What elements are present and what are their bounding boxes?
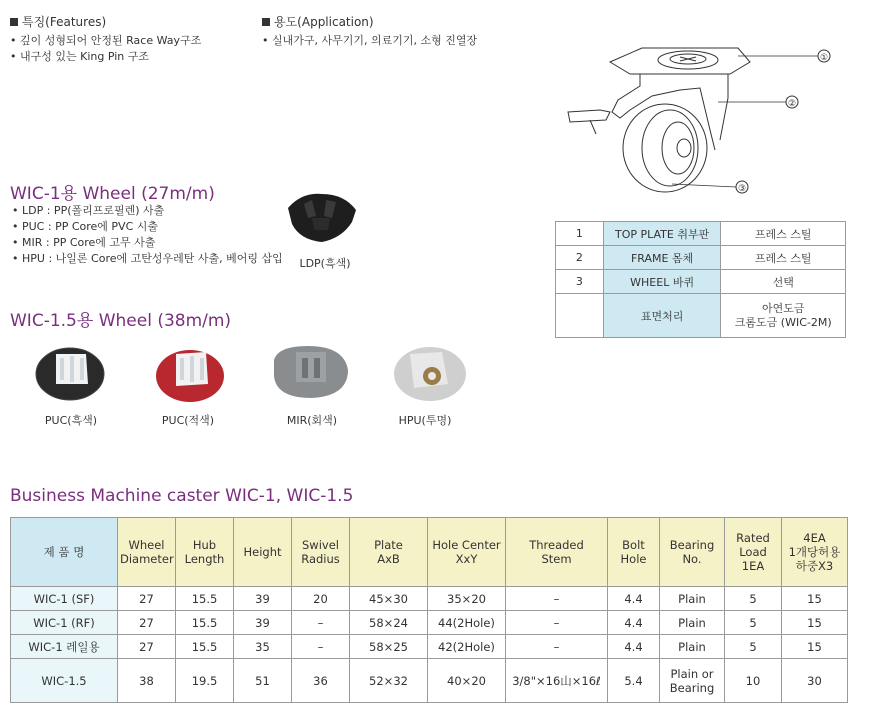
callout-3: ③: [737, 184, 747, 194]
table-cell: WIC-1 (SF): [11, 587, 118, 611]
table-cell: 3/8"×16山×16ℓ: [506, 659, 608, 703]
mir-gray-wheel-image: [268, 340, 354, 404]
column-header-line: Bolt: [622, 538, 645, 552]
table-cell: –: [506, 635, 608, 659]
features-heading-text: 특징(Features): [22, 15, 107, 29]
column-header: [660, 518, 725, 587]
column-header-line: XxY: [455, 552, 478, 566]
spec-table: [10, 517, 848, 703]
table-row: [556, 222, 846, 246]
list-item: • LDP : PP(폴리프로필렌) 사출: [12, 203, 283, 219]
table-cell: 4.4: [608, 611, 660, 635]
table-row: [11, 611, 848, 635]
hpu-clear-wheel-image: [388, 340, 472, 404]
features-section: [10, 13, 201, 65]
table-cell: 38: [118, 659, 176, 703]
puc-red-caption: PUC(적색): [161, 414, 215, 427]
table-cell: 5.4: [608, 659, 660, 703]
table-cell: 15.5: [176, 635, 234, 659]
hpu-clear-caption: HPU(투명): [398, 414, 452, 427]
caster-diagram: [560, 40, 850, 210]
table-cell: –: [506, 611, 608, 635]
column-header: [725, 518, 782, 587]
table-cell: 20: [292, 587, 350, 611]
table-cell: WIC-1 레일용: [11, 635, 118, 659]
table-cell: Plain: [660, 587, 725, 611]
column-header: [234, 518, 292, 587]
list-item: • HPU : 나일론 Core에 고탄성우레탄 사출, 베어링 삽입: [12, 251, 283, 267]
table-cell-line: Bearing: [669, 680, 715, 695]
square-bullet-icon: [10, 18, 18, 26]
table-cell: 36: [292, 659, 350, 703]
column-header-line: Stem: [541, 552, 572, 566]
table-cell: 15: [782, 635, 848, 659]
table-cell: [660, 659, 725, 703]
table-cell: 15.5: [176, 611, 234, 635]
column-header-line: Length: [184, 552, 225, 566]
column-header: [428, 518, 506, 587]
column-header-line: 제 품 명: [43, 545, 85, 559]
table-cell: 30: [782, 659, 848, 703]
table-cell: 27: [118, 611, 176, 635]
parts-material: 프레스 스틸: [721, 222, 846, 246]
table-cell: 27: [118, 635, 176, 659]
column-header: [608, 518, 660, 587]
table-cell: 5: [725, 587, 782, 611]
table-cell: 5: [725, 611, 782, 635]
table-cell: 42(2Hole): [428, 635, 506, 659]
table-cell: 58×24: [350, 611, 428, 635]
column-header-line: AxB: [377, 552, 400, 566]
callout-1: ①: [819, 53, 829, 63]
application-list: [262, 33, 477, 49]
table-row: [11, 659, 848, 703]
table-cell: 39: [234, 611, 292, 635]
puc-black-wheel-image: [30, 340, 112, 404]
column-header: [118, 518, 176, 587]
table-header-row: [11, 518, 848, 587]
table-cell: 58×25: [350, 635, 428, 659]
column-header-line: Threaded: [529, 538, 584, 552]
column-header-line: 하중X3: [795, 559, 834, 573]
wic1-title: WIC-1용 Wheel (27m/m): [10, 184, 215, 204]
spec-title: Business Machine caster WIC-1, WIC-1.5: [10, 486, 354, 506]
features-heading: [10, 13, 201, 30]
table-cell: 4.4: [608, 635, 660, 659]
table-cell: 15.5: [176, 587, 234, 611]
parts-name: WHEEL 바퀴: [603, 270, 721, 294]
table-cell: Plain: [660, 611, 725, 635]
table-cell: 10: [725, 659, 782, 703]
table-cell: 19.5: [176, 659, 234, 703]
table-cell: –: [292, 611, 350, 635]
finish-line-1: 아연도금: [761, 301, 805, 315]
table-cell-line: Plain or: [670, 666, 714, 681]
column-header-line: Height: [243, 545, 282, 559]
list-item: • 실내가구, 사무기기, 의료기기, 소형 진열장: [262, 33, 477, 49]
column-header-line: Bearing: [669, 538, 715, 552]
column-header-line: Hole: [620, 552, 647, 566]
table-row: [11, 587, 848, 611]
column-header: [782, 518, 848, 587]
puc-red-wheel-image: [150, 340, 232, 404]
parts-no: [556, 294, 604, 338]
list-item: • PUC : PP Core에 PVC 시출: [12, 219, 283, 235]
table-row: [556, 246, 846, 270]
column-header-line: Radius: [301, 552, 340, 566]
column-header: [292, 518, 350, 587]
square-bullet-icon: [262, 18, 270, 26]
column-header-line: Hub: [192, 538, 217, 552]
parts-name: 표면처리: [603, 294, 721, 338]
table-cell: Plain: [660, 635, 725, 659]
callout-2: ②: [787, 99, 797, 109]
parts-table: [555, 221, 846, 338]
table-cell: –: [292, 635, 350, 659]
table-cell: 35×20: [428, 587, 506, 611]
table-cell: 15: [782, 611, 848, 635]
ldp-wheel-image: [282, 188, 362, 250]
list-item: • 깊이 성형되어 안정된 Race Way구조: [10, 33, 201, 49]
column-header: [350, 518, 428, 587]
column-header-line: Rated: [736, 531, 770, 545]
table-cell: 15: [782, 587, 848, 611]
table-cell: 45×30: [350, 587, 428, 611]
parts-material: 프레스 스틸: [721, 246, 846, 270]
column-header-line: Diameter: [120, 552, 174, 566]
table-cell: 4.4: [608, 587, 660, 611]
table-cell: 35: [234, 635, 292, 659]
column-header-line: Hole Center: [432, 538, 501, 552]
parts-name: FRAME 몸체: [603, 246, 721, 270]
parts-no: 2: [556, 246, 604, 270]
table-body: [11, 587, 848, 703]
column-header-line: Swivel: [302, 538, 339, 552]
column-header: [176, 518, 234, 587]
parts-no: 1: [556, 222, 604, 246]
column-header-line: Wheel: [128, 538, 165, 552]
application-section: [262, 13, 477, 49]
column-header-line: No.: [682, 552, 702, 566]
table-row: [11, 635, 848, 659]
table-cell: 5: [725, 635, 782, 659]
puc-black-caption: PUC(흑색): [44, 414, 98, 427]
parts-material: 선택: [721, 270, 846, 294]
table-cell: 52×32: [350, 659, 428, 703]
wic15-title: WIC-1.5용 Wheel (38m/m): [10, 311, 232, 331]
wic1-list: [12, 203, 283, 267]
table-row: [556, 294, 846, 338]
parts-name: TOP PLATE 취부판: [603, 222, 721, 246]
table-cell: 40×20: [428, 659, 506, 703]
column-header-line: 4EA: [803, 531, 826, 545]
table-cell: 51: [234, 659, 292, 703]
ldp-caption: LDP(흑색): [299, 257, 351, 270]
list-item: • 내구성 있는 King Pin 구조: [10, 49, 201, 65]
table-cell: WIC-1 (RF): [11, 611, 118, 635]
table-cell: 39: [234, 587, 292, 611]
column-header-line: Load: [739, 545, 767, 559]
finish-line-2: 크롬도금 (WIC-2M): [734, 315, 832, 329]
application-heading: [262, 13, 477, 30]
column-header-line: 1개당허용: [788, 545, 841, 559]
features-list: [10, 33, 201, 65]
table-cell: WIC-1.5: [11, 659, 118, 703]
table-cell: 44(2Hole): [428, 611, 506, 635]
column-header: [11, 518, 118, 587]
column-header-line: Plate: [374, 538, 403, 552]
mir-gray-caption: MIR(회색): [286, 414, 338, 427]
table-cell: 27: [118, 587, 176, 611]
parts-no: 3: [556, 270, 604, 294]
application-heading-text: 용도(Application): [274, 15, 374, 29]
column-header-line: 1EA: [741, 559, 765, 573]
table-row: [556, 270, 846, 294]
list-item: • MIR : PP Core에 고무 사출: [12, 235, 283, 251]
parts-finish: [721, 294, 846, 338]
table-cell: –: [506, 587, 608, 611]
column-header: [506, 518, 608, 587]
